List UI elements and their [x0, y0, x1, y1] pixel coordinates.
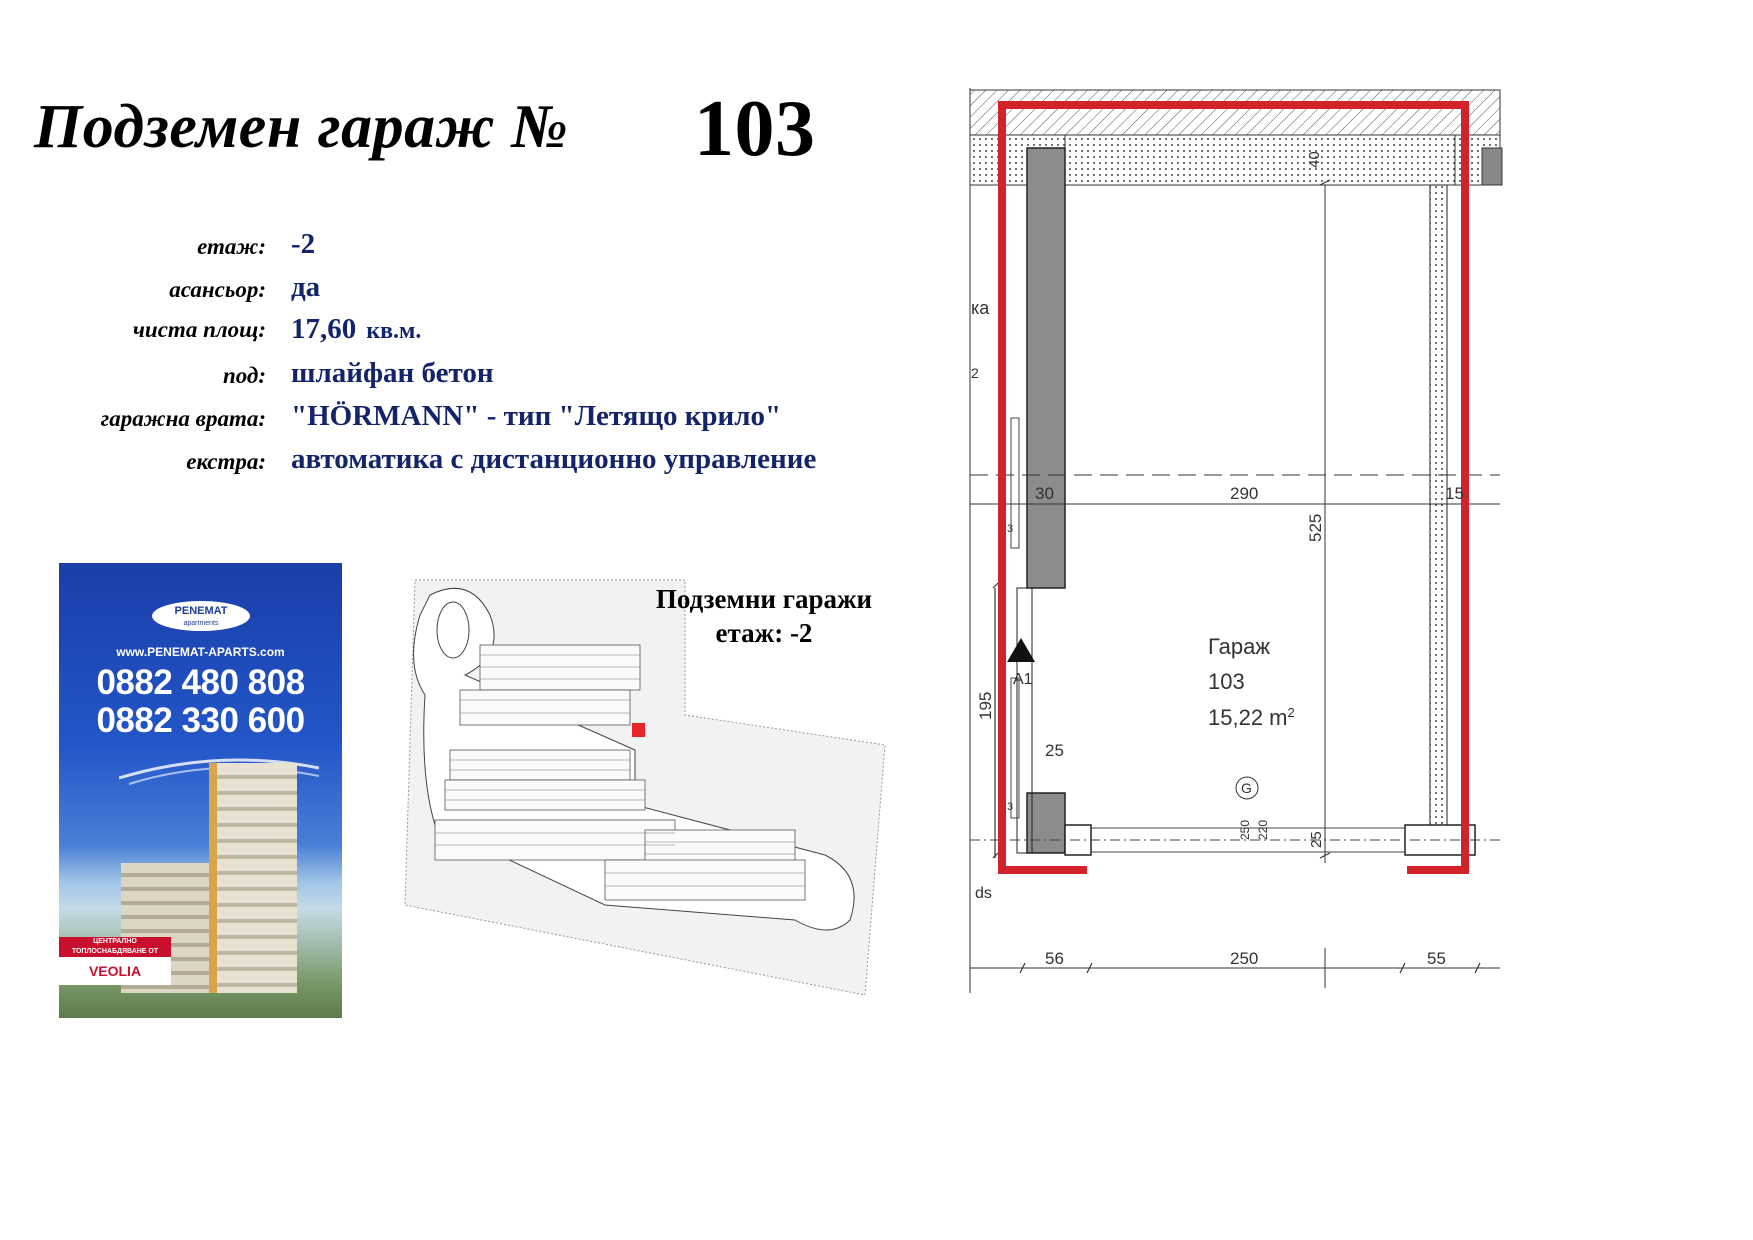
spec-value-elevator: да [291, 271, 321, 303]
section-marker-icon [1007, 638, 1035, 662]
grid-axis-label: G [1241, 780, 1252, 796]
garage-103-highlight [632, 723, 645, 737]
heating-label [59, 937, 171, 957]
brand-logo-text: PENEMAT [174, 605, 228, 617]
page-title [34, 85, 816, 173]
dim-bottom-left: 56 [1045, 949, 1064, 968]
spec-value-floor-finish: шлайфан бетон [291, 357, 494, 389]
spec-value-area [291, 313, 421, 346]
right-wall [1430, 185, 1447, 825]
top-slab [970, 90, 1500, 135]
left-wall [1027, 148, 1065, 588]
site-plan-caption-line-1: Подземни гаражи [655, 584, 873, 614]
area-unit: кв.м. [366, 318, 422, 344]
spec-value-floor: -2 [291, 228, 316, 260]
small-label-3b: 3 [1007, 801, 1014, 813]
small-label-3a: 3 [1007, 523, 1014, 535]
banner-phone-2: 0882 330 600 [96, 701, 305, 740]
dim-bottom-wall: 25 [1308, 831, 1325, 848]
spec-label-elevator: асансьор: [169, 277, 266, 302]
room-area-value: 15,22 m [1208, 705, 1288, 730]
dim-door-side: 195 [976, 691, 995, 720]
room-area-sup: 2 [1287, 705, 1295, 720]
spec-label-area: чиста площ: [132, 317, 266, 342]
dim-door-height-2: 220 [1256, 819, 1270, 840]
brand-logo-sub: apartments [183, 620, 219, 627]
dim-left-wall: 30 [1035, 484, 1054, 503]
room-name: Гараж [1208, 634, 1271, 659]
dim-bottom-right: 55 [1427, 949, 1446, 968]
banner-phone-1: 0882 480 808 [96, 663, 305, 702]
room-area [1208, 705, 1295, 730]
floor-plan-drawing [965, 88, 1505, 993]
area-value: 17,60 [291, 313, 357, 345]
building-image-main [209, 763, 297, 993]
site-plan-caption [634, 582, 894, 650]
brand-logo [152, 601, 250, 631]
spec-label-garage-door: гаражна врата: [100, 406, 266, 431]
elevation-label: A1 [1013, 671, 1033, 688]
title-text: Подземен гараж № [34, 93, 569, 161]
banner-url: www.PENEMAT-APARTS.com [116, 645, 285, 659]
advertising-banner [59, 563, 342, 1018]
dim-sill: 25 [1045, 741, 1064, 760]
dim-right-wall: 15 [1445, 484, 1464, 503]
dim-door-height-1: 250 [1238, 819, 1252, 840]
spec-value-garage-door: "HÖRMANN" - тип "Летящо крило" [291, 400, 782, 432]
heating-line-1: ЦЕНТРАЛНО [93, 938, 137, 945]
garage-number: 103 [694, 85, 816, 173]
room-number: 103 [1208, 669, 1245, 694]
spec-label-floor-finish: под: [222, 363, 266, 388]
dim-bottom-mid: 250 [1230, 949, 1259, 968]
fragment-label-2: 2 [971, 365, 979, 381]
spec-label-floor: етаж: [197, 234, 266, 259]
dim-top-wall: 40 [1306, 151, 1323, 168]
dim-width: 290 [1230, 484, 1259, 503]
veolia-logo: VEOLIA [59, 957, 171, 985]
heating-line-2: ТОПЛОСНАБДЯВАНЕ ОТ [71, 948, 159, 955]
dim-depth: 525 [1306, 513, 1325, 542]
fragment-label-ds: ds [975, 885, 992, 902]
spec-value-extra: автоматика с дистанционно управление [291, 443, 817, 475]
site-plan-caption-line-2: етаж: -2 [715, 618, 813, 648]
spec-label-extra: екстра: [186, 449, 266, 474]
fragment-label-ka: ка [971, 298, 990, 318]
